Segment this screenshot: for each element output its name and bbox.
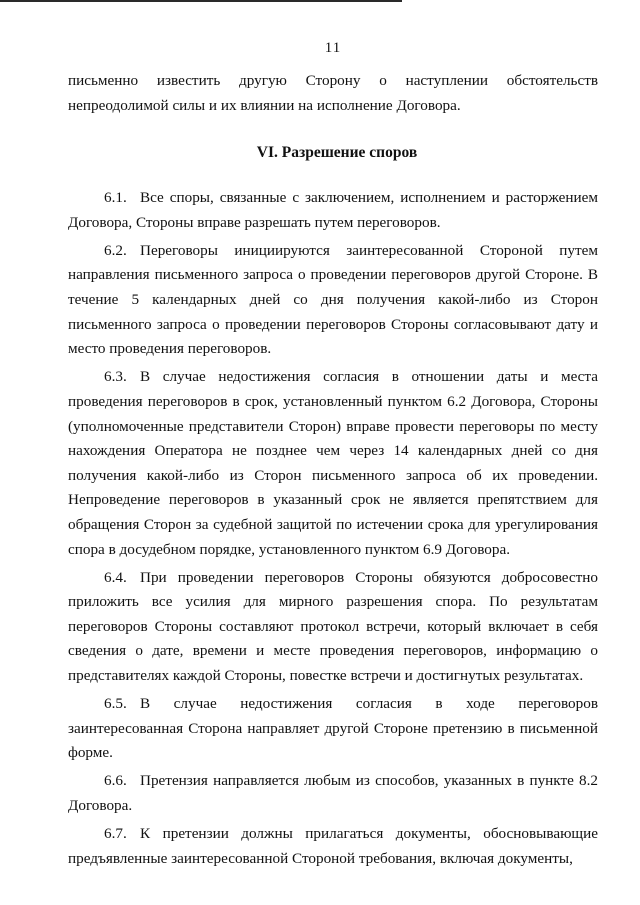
paragraph-number: 6.1. <box>104 189 127 207</box>
paragraph-number: 6.3. <box>104 368 127 386</box>
top-scan-border <box>0 0 402 2</box>
paragraph-6-2 <box>68 239 598 362</box>
paragraph-number: 6.5. <box>104 695 127 713</box>
paragraph-number: 6.6. <box>104 772 127 790</box>
page-number: 11 <box>324 40 342 56</box>
paragraph-6-1 <box>68 186 598 235</box>
paragraph-text: Переговоры инициируются заинтересованной Стороной путем направления письменного запроса о проведении переговоров другой Стороне. В течение 5 календарных дней со дня получения какой-либо из Сторон письменного запроса о проведении переговоров Стороны согласовывают дату и место проведения переговоров. <box>68 241 598 358</box>
paragraph-6-5 <box>68 692 598 766</box>
paragraph-number: 6.2. <box>104 241 127 259</box>
paragraph-number: 6.4. <box>104 568 127 586</box>
paragraph-text: К претензии должны прилагаться документы, обосновывающие предъявленные заинтересованной Стороной требования, включая документы, <box>68 825 598 867</box>
paragraph-number: 6.7. <box>104 825 127 843</box>
paragraph-6-7 <box>68 822 598 871</box>
paragraph-text: В случае недостижения согласия в отношении даты и места проведения переговоров в срок, установленный пунктом 6.2 Договора, Стороны (уполномоченные представители Сторон) вправе провести переговоры по месту нахождения Оператора не позднее чем через 14 календарных дней со дня получения какой-либо из Сторон письменного запроса об их проведении. Непроведение переговоров в указанный срок не является препятствием для обращения Сторон за судебной защитой по истечении срока для урегулирования спора в досудебном порядке, установленного пунктом 6.9 Договора. <box>68 368 598 558</box>
paragraph-6-4 <box>68 566 598 689</box>
paragraph-6-3 <box>68 365 598 562</box>
paragraph-text: В случае недостижения согласия в ходе переговоров заинтересованная Сторона направляет другой Стороне претензию в письменной форме. <box>68 695 598 762</box>
continuation-text: письменно известить другую Сторону о наступлении обстоятельств непреодолимой силы и их влиянии на исполнение Договора. <box>68 72 598 114</box>
paragraph-text: Претензия направляется любым из способов, указанных в пункте 8.2 Договора. <box>68 772 598 814</box>
paragraph-6-6 <box>68 769 598 818</box>
section-title: VI. Разрешение споров <box>256 144 418 162</box>
paragraph-text: При проведении переговоров Стороны обязуются добросовестно приложить все усилия для мирного разрешения спора. По результатам переговоров Стороны составляют протокол встречи, который включает в себя сведения о дате, времени и месте проведения переговоров, информацию о представителях каждой Стороны, повестке встречи и достигнутых результатах. <box>68 568 598 684</box>
paragraph-text: Все споры, связанные с заключением, исполнением и расторжением Договора, Стороны вправе разрешать путем переговоров. <box>68 189 598 231</box>
document-page <box>68 40 598 875</box>
